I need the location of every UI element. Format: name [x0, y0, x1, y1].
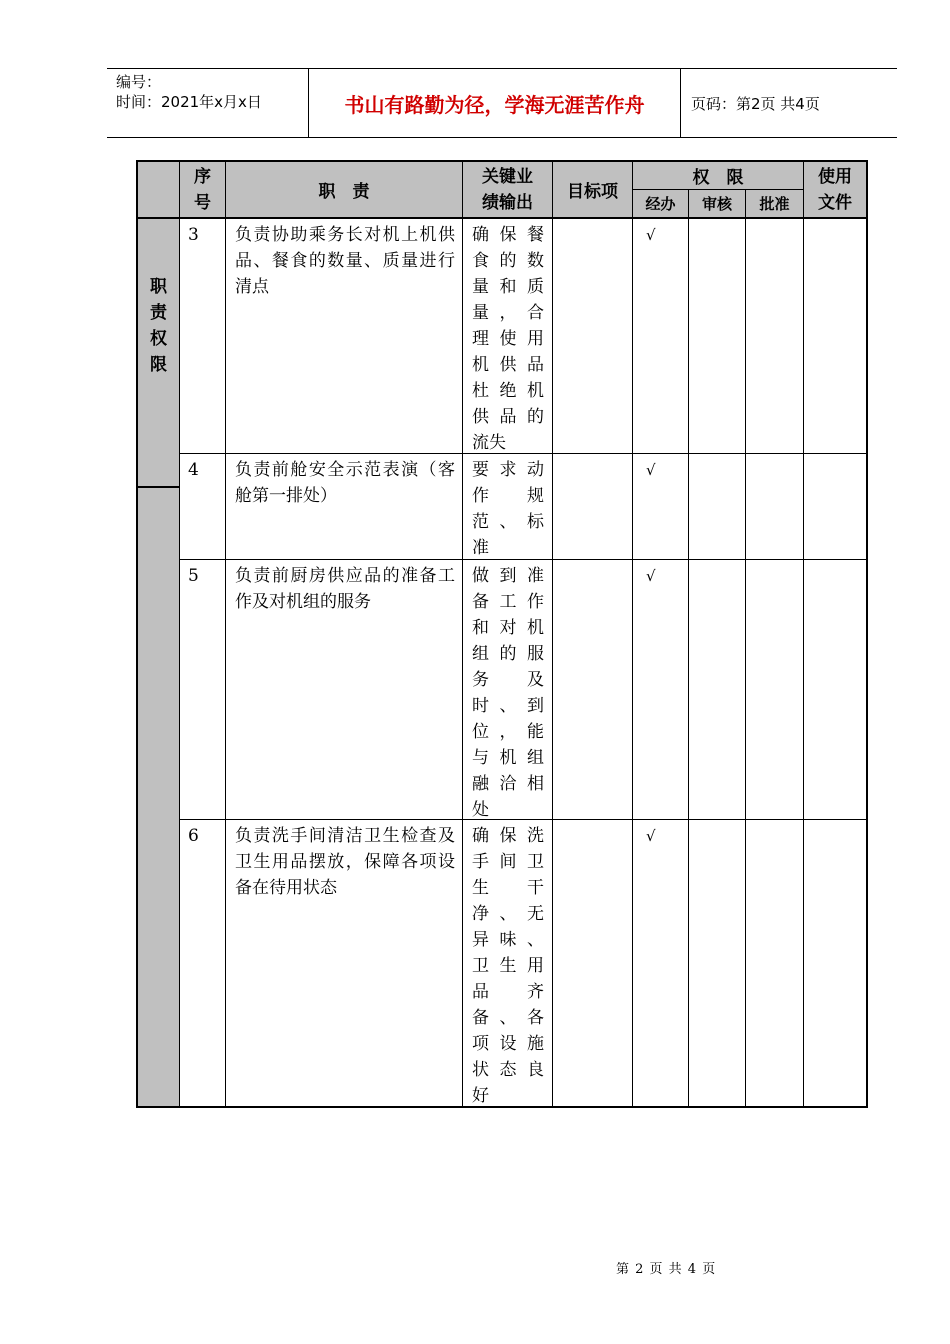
output-line: 位，能: [472, 722, 544, 742]
seq-header-label: 序 号: [194, 166, 211, 213]
section-sidebar: [138, 162, 179, 1106]
output-line: 组的服: [472, 644, 544, 664]
output-line: 范、标: [472, 512, 544, 532]
grid-line: [179, 162, 180, 1106]
output-line: 杜绝机: [472, 381, 544, 401]
row-seq: 3: [188, 225, 199, 245]
grid-line: [225, 162, 226, 1106]
output-line: 做到准: [472, 566, 544, 586]
header-meta: [107, 69, 309, 137]
header-cell-approve: [746, 190, 803, 217]
duty-header-label: 职 责: [318, 182, 370, 202]
row-output: [472, 457, 544, 561]
grid-line: [803, 162, 804, 1106]
sidebar-divider: [138, 486, 179, 488]
row-duty: 负责前舱安全示范表演（客舱第一排处）: [235, 460, 455, 506]
row-duty: 负责洗手间清洁卫生检查及卫生用品摆放，保障各项设备在待用状态: [235, 826, 455, 898]
output-line: 要求动: [472, 460, 544, 480]
handle-header-label: 经办: [645, 195, 676, 213]
handle-check: √: [646, 461, 656, 479]
row-duty: 负责协助乘务长对机上机供品、餐食的数量、质量进行 清点: [235, 225, 455, 297]
output-line: 机供品: [472, 355, 544, 375]
output-line: 供品的: [472, 407, 544, 427]
output-line: 融洽相: [472, 774, 544, 794]
output-line: 确保洗: [472, 826, 544, 846]
authority-header-label: 权 限: [692, 168, 744, 188]
header-cell-review: [689, 190, 745, 217]
approve-header-label: 批准: [759, 195, 790, 213]
header-cell-target: [553, 162, 632, 217]
grid-line: [138, 217, 866, 219]
output-line: 处: [472, 800, 489, 820]
output-line: 流失: [472, 433, 506, 453]
target-header-label: 目标项: [567, 182, 618, 202]
docs-header-label: 使用 文件: [818, 166, 852, 213]
output-line: 确保餐: [472, 225, 544, 245]
header-cell-duty: [226, 162, 462, 217]
row-seq: 5: [188, 566, 199, 586]
header-motto: 书山有路勤为径，学海无涯苦作舟: [309, 69, 681, 137]
header-cell-handle: [633, 190, 688, 217]
output-line: 准: [472, 538, 489, 558]
handle-check: √: [646, 226, 656, 244]
output-line: 生 干: [472, 878, 544, 898]
output-line: 好: [472, 1086, 489, 1106]
output-line: 理使用: [472, 329, 544, 349]
grid-line: [632, 162, 633, 1106]
row-seq: 6: [188, 826, 199, 846]
handle-check: √: [646, 567, 656, 585]
output-line: 卫生用: [472, 956, 544, 976]
output-line: 时、到: [472, 696, 544, 716]
output-line: 备、各: [472, 1008, 544, 1028]
section-label: 职 责 权 限: [150, 277, 167, 375]
review-header-label: 审核: [701, 195, 732, 213]
output-line: 异味、: [472, 930, 544, 950]
handle-check: √: [646, 827, 656, 845]
header-cell-output: [463, 162, 552, 217]
output-line: 务 及: [472, 670, 544, 690]
header-cell-seq: [180, 162, 225, 217]
grid-line: [552, 162, 553, 1106]
output-line: 量和质: [472, 277, 544, 297]
duty-authority-table: [136, 160, 868, 1108]
output-line: 量，合: [472, 303, 544, 323]
row-output: [472, 222, 544, 456]
output-line: 品 齐: [472, 982, 544, 1002]
grid-line: [688, 189, 689, 1106]
output-line: 状态良: [472, 1060, 544, 1080]
output-line: 作 规: [472, 486, 544, 506]
page-footer: 第 2 页 共 4 页: [616, 1262, 717, 1277]
grid-line: [462, 162, 463, 1106]
output-line: 食的数: [472, 251, 544, 271]
header-cell-docs: [804, 162, 866, 217]
output-line: 净、无: [472, 904, 544, 924]
output-line: 手间卫: [472, 852, 544, 872]
document-number-label: 编号：: [116, 73, 162, 91]
page-header: [107, 68, 897, 138]
header-page-info: 页码：第2页 共4页: [691, 95, 820, 113]
row-seq: 4: [188, 460, 199, 480]
grid-line: [632, 189, 803, 190]
row-output: [472, 563, 544, 823]
grid-line: [745, 189, 746, 1106]
row-duty: 负责前厨房供应品的准备工作及对机组的服务: [235, 566, 455, 612]
output-line: 备工作: [472, 592, 544, 612]
output-header-label: 关键业 绩输出: [482, 166, 533, 213]
header-cell-authority: [633, 162, 803, 189]
row-output: [472, 823, 544, 1109]
output-line: 项设施: [472, 1034, 544, 1054]
document-date: 时间：2021年x月x日: [116, 93, 262, 111]
output-line: 和对机: [472, 618, 544, 638]
output-line: 与机组: [472, 748, 544, 768]
